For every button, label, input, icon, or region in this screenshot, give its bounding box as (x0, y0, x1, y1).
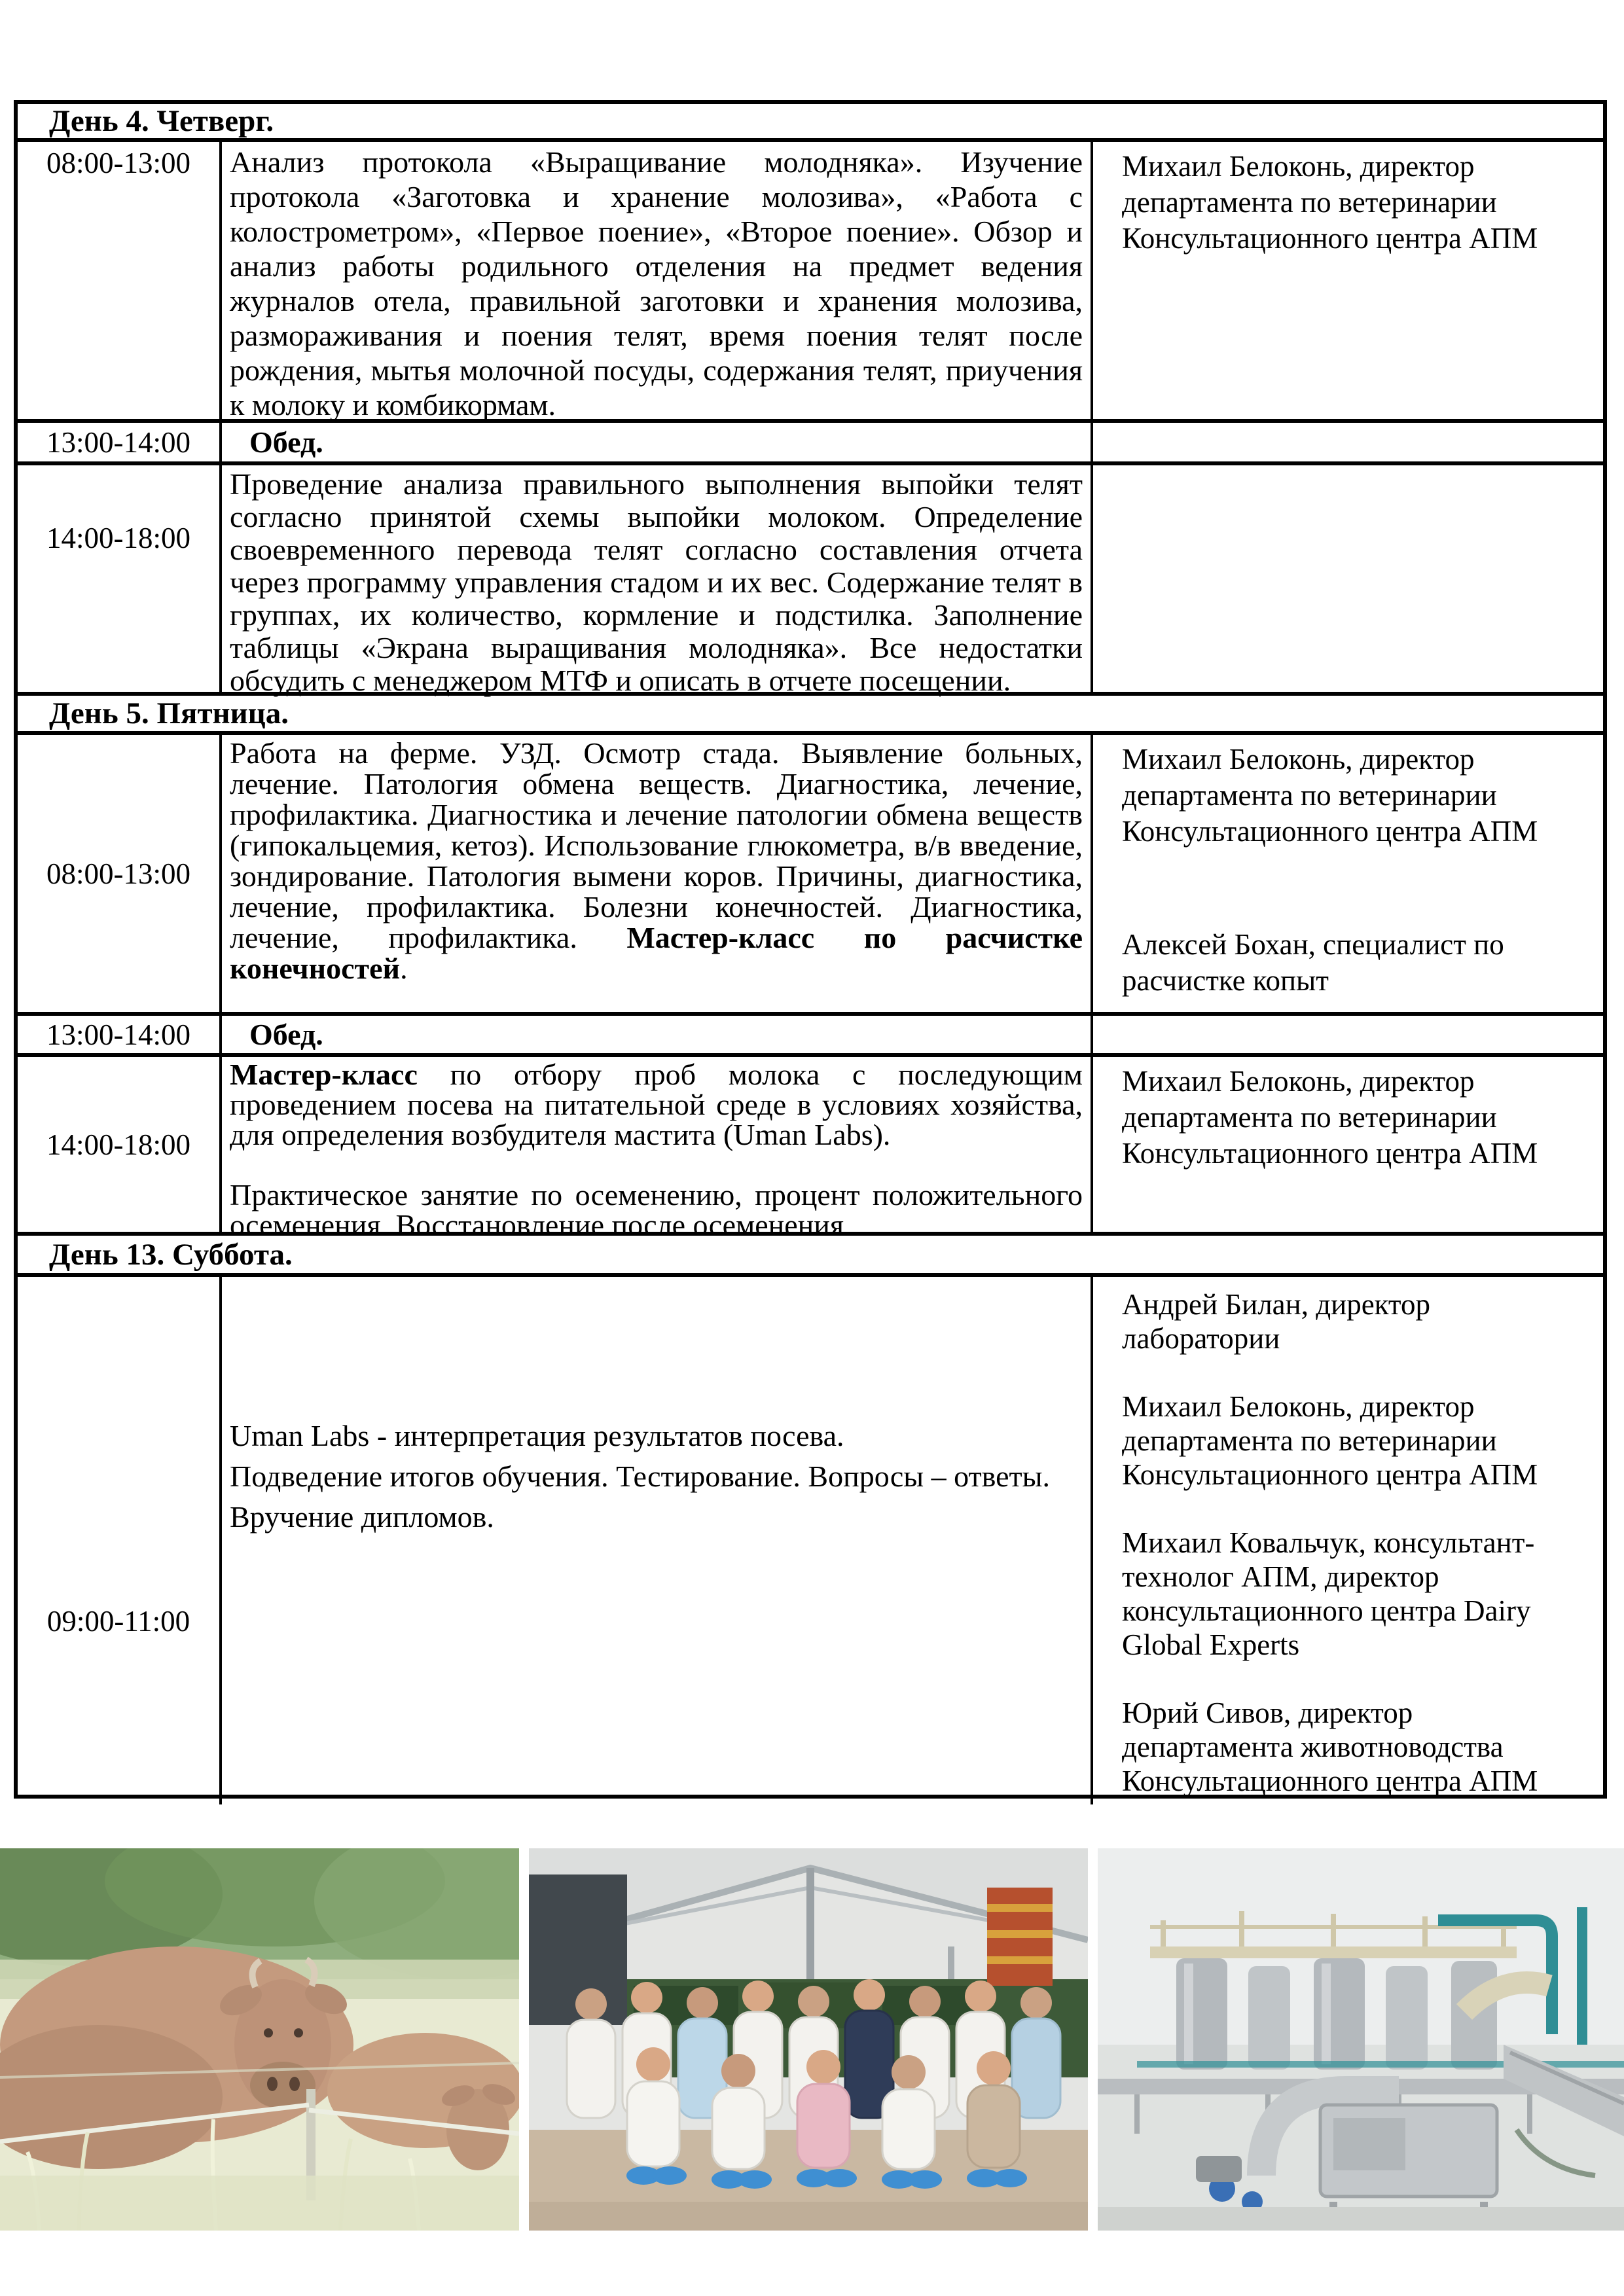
speaker-text: Юрий Сивов, директор департамента животноводства Консультационного центра АПМ (1122, 1696, 1538, 1797)
activity-text-bold: Мастер-класс (230, 1058, 418, 1091)
section-header-day4 (18, 104, 1603, 142)
activity-text: Подведение итогов обучения. Тестирование. Вопросы – ответы. (230, 1460, 1051, 1493)
speaker-cell (1093, 1277, 1603, 1804)
table-row (18, 1277, 1603, 1804)
activity-text: Вручение дипломов. (230, 1500, 494, 1534)
photo-group-in-white-coats (529, 1848, 1088, 2231)
photo-cows-in-pasture (0, 1848, 519, 2231)
time-label: 14:00-18:00 (46, 522, 190, 554)
activity-text: Практическое занятие по осеменению, процент положительного осеменения. Восстановление после осеменения. (230, 1178, 1083, 1242)
activity-text: . (400, 952, 408, 985)
speaker-text: Михаил Белоконь, директор департамента по ветеринарии Консультационного центра АПМ (1122, 150, 1538, 255)
time-cell (18, 1277, 222, 1804)
section-title: День 5. Пятница. (49, 696, 289, 730)
speaker-text: Михаил Ковальчук, консультант-технолог АПМ, директор консультационного центра Dairy Global Experts (1122, 1526, 1535, 1661)
table-row (18, 142, 1603, 423)
speaker-text: Михаил Белоконь, директор департамента по ветеринарии Консультационного центра АПМ (1122, 1065, 1538, 1170)
time-cell (18, 142, 222, 419)
speaker-text: Алексей Бохан, специалист по расчистке копыт (1122, 928, 1504, 997)
time-cell (18, 1057, 222, 1232)
photo-processing-plant (1098, 1848, 1624, 2231)
time-cell (18, 423, 222, 461)
speaker-cell (1093, 423, 1603, 461)
time-label: 13:00-14:00 (46, 1018, 190, 1051)
time-label: 08:00-13:00 (46, 147, 190, 179)
lunch-label: Обед. (249, 1018, 323, 1051)
cows-pasture-illustration (0, 1848, 519, 2231)
table-row-lunch (18, 423, 1603, 465)
lunch-label: Обед. (249, 425, 323, 459)
activity-text: Работа на ферме. УЗД. Осмотр стада. Выявление больных, лечение. Патология обмена веществ. Диагностика, лечение, профилактика. Диагностика и лечение патологии обмена веществ (гипокальцемия, кетоз). Использование глюкометра, в/в введение, зондирование. Патология вымени коров. Причины, диагностика, лечение, профилактика. Болезни конечностей. Диагностика, лечение, профилактика. (230, 736, 1083, 954)
section-title: День 13. Суббота. (49, 1237, 293, 1272)
activity-text: Анализ протокола «Выращивание молодняка». Изучение протокола «Заготовка и хранение молозива», «Работа с колострометром», «Первое поение», «Второе поение». Обзор и анализ работы родильного отделения на предмет ведения журналов отела, правильной заготовки и хранения молозива, размораживания и поения телят, время поения телят после рождения, мытья молочной посуды, содержания телят, приучения к молоку и комбикормам. (230, 145, 1083, 422)
group-photo-illustration (529, 1848, 1088, 2231)
table-row (18, 1057, 1603, 1242)
time-cell (18, 735, 222, 1012)
speaker-cell (1093, 142, 1603, 419)
activity-text-bold: Мастер-класс по расчистке конечностей (230, 921, 1083, 985)
speaker-text: Михаил Белоконь, директор департамента по ветеринарии Консультационного центра АПМ (1122, 743, 1538, 848)
time-label: 08:00-13:00 (46, 857, 190, 890)
table-row (18, 735, 1603, 1016)
activity-cell (222, 1057, 1093, 1242)
time-label: 13:00-14:00 (46, 425, 190, 459)
table-row (18, 465, 1603, 696)
time-cell (18, 465, 222, 692)
activity-text: по отбору проб молока с последующим проведением посева на питательной среде в условиях хозяйства, для определения возбудителя мастита (Uman Labs). (230, 1058, 1083, 1151)
speaker-text: Михаил Белоконь, директор департамента по ветеринарии Консультационного центра АПМ (1122, 1390, 1538, 1491)
section-title: День 4. Четверг. (49, 104, 274, 138)
section-header-day5 (18, 696, 1603, 735)
speaker-cell (1093, 465, 1603, 692)
speaker-cell (1093, 735, 1603, 1012)
speaker-cell (1093, 1016, 1603, 1053)
activity-cell (222, 423, 1093, 461)
time-label: 14:00-18:00 (46, 1128, 190, 1161)
activity-text: Проведение анализа правильного выполнения выпойки телят согласно принятой схемы выпойки молоком. Определение своевременного перевода телят согласно составления отчета через программу управления стадом и их вес. Содержание телят в группах, их количество, кормление и подстилка. Заполнение таблицы «Экрана выращивания молодняка». Все недостатки обсудить с менеджером МТФ и описать в отчете посещении. (230, 467, 1083, 697)
speaker-cell (1093, 1057, 1603, 1232)
time-cell (18, 1016, 222, 1053)
speaker-text: Андрей Билан, директор лаборатории (1122, 1288, 1431, 1355)
schedule-table (14, 100, 1607, 1799)
activity-cell (222, 1277, 1093, 1804)
activity-cell (222, 142, 1093, 422)
activity-cell (222, 1016, 1093, 1053)
activity-cell (222, 735, 1093, 1012)
table-row-lunch (18, 1016, 1603, 1057)
plant-equipment-illustration (1098, 1848, 1624, 2231)
section-header-day13 (18, 1236, 1603, 1277)
activity-cell (222, 465, 1093, 697)
activity-text: Uman Labs - интерпретация результатов посева. (230, 1419, 844, 1452)
time-label: 09:00-11:00 (46, 1605, 190, 1638)
